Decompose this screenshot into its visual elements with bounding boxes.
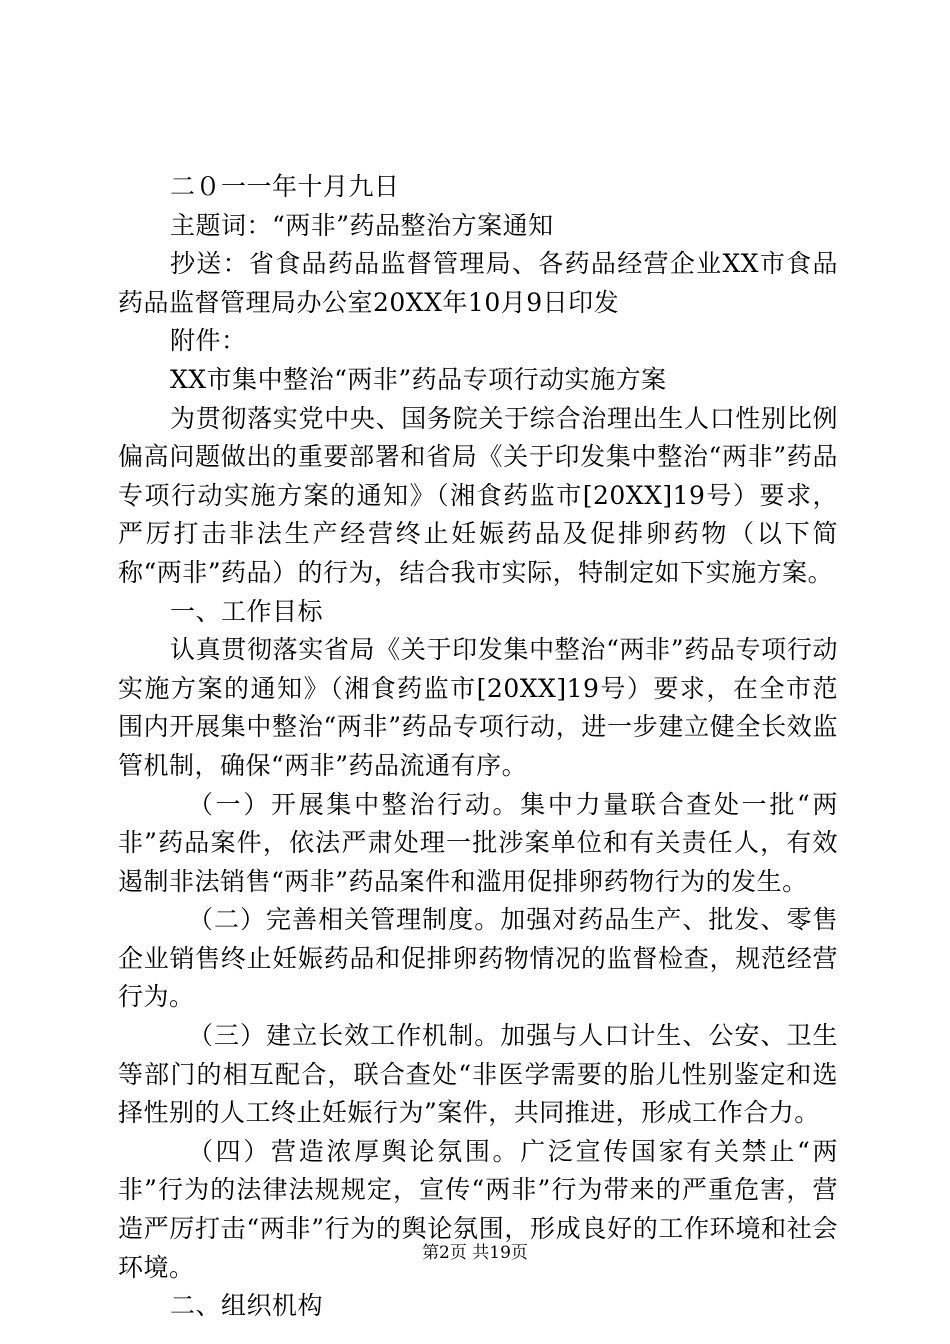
section-heading: 二、组织机构 — [170, 1291, 324, 1321]
attachment-label: 附件： — [170, 326, 247, 356]
list-item: （二）完善相关管理制度。加强对药品生产、批发、零售企业销售终止妊娠药品和促排卵药物情况的监督检查，规范经营行为。 — [118, 905, 838, 1012]
document-body — [118, 168, 838, 1326]
date-line: 二０一一年十月九日 — [170, 172, 400, 201]
list-item: （四）营造浓厚舆论氛围。广泛宣传国家有关禁止“两非”行为的法律法规规定，宣传“两非”行为带来的严重危害，营造严厉打击“两非”行为的舆论氛围，形成良好的工作环境和社会环境。 — [118, 1136, 838, 1282]
subject-line: 主题词：“两非”药品整治方案通知 — [170, 210, 554, 240]
attachment-title: XX市集中整治“两非”药品专项行动实施方案 — [170, 364, 667, 394]
section-paragraph: 认真贯彻落实省局《关于印发集中整治“两非”药品专项行动实施方案的通知》（湘食药监市[20XX]19号）要求，在全市范围内开展集中整治“两非”药品专项行动，进一步建立健全长效监管机制，确保“两非”药品流通有序。 — [118, 635, 838, 780]
section-heading: 一、工作目标 — [170, 596, 324, 626]
intro-paragraph: 为贯彻落实党中央、国务院关于综合治理出生人口性别比例偏高问题做出的重要部署和省局《关于印发集中整治“两非”药品专项行动实施方案的通知》（湘食药监市[20XX]19号）要求，严厉打击非法生产经营终止妊娠药品及促排卵药物（以下简称“两非”药品）的行为，结合我市实际，特制定如下实施方案。 — [118, 403, 838, 587]
list-item: （一）开展集中整治行动。集中力量联合查处一批“两非”药品案件，依法严肃处理一批涉案单位和有关责任人，有效遏制非法销售“两非”药品案件和滥用促排卵药物行为的发生。 — [118, 789, 838, 896]
page-number: 第2页 共19页 — [422, 1243, 528, 1263]
cc-line: 抄送：省食品药品监督管理局、各药品经营企业XX市食品药品监督管理局办公室20XX年10月9日印发 — [118, 249, 838, 317]
list-item: （三）建立长效工作机制。加强与人口计生、公安、卫生等部门的相互配合，联合查处“非医学需要的胎儿性别鉴定和选择性别的人工终止妊娠行为”案件，共同推进，形成工作合力。 — [118, 1021, 838, 1128]
